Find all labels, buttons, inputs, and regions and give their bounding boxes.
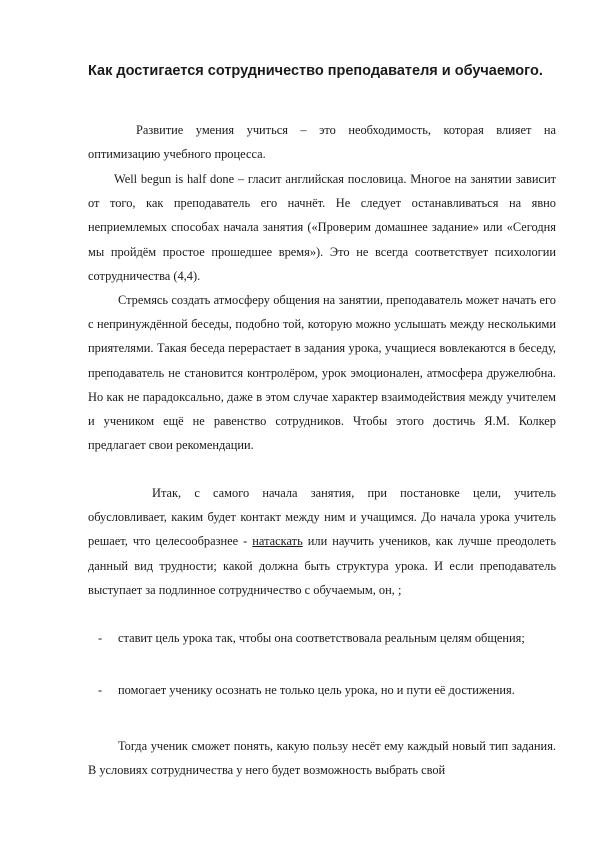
paragraph-goal-setting [88,481,556,602]
paragraph-proverb: Well begun is half done – гласит английская пословица. Многое на занятии зависит от того, как преподаватель его начнёт. Не следует останавливаться на явно неприемлемых способах начала занятия («Проверим домашнее задание» или «Сегодня мы пройдём простое прошедшее время»). Это не всегда соответствует психологии сотрудничества (4,4). [88,172,556,283]
paragraph-intro: Развитие умения учиться – это необходимость, которая влияет на оптимизацию учебного процесса. [88,123,556,162]
paragraph-closing: Тогда ученик сможет понять, какую пользу несёт ему каждый новый тип задания. В условиях сотрудничества у него будет возможность выбрать свой [88,739,556,778]
underlined-word: натаскать [252,534,303,549]
paragraph-text-before: Итак, с самого начала занятия, при постановке цели, учитель обусловливает, каким будет контакт между ним и учащимся. До начала урока учитель решает, что целесообразнее - [88,486,556,549]
page-title: Как достигается сотрудничество преподавателя и обучаемого. [88,63,543,79]
bullet-marker: - [98,683,103,697]
list-item-text: ставит цель урока так, чтобы она соответствовала реальным целям общения; [118,631,525,645]
paragraph-text-after: или научить учеников, как лучше преодолеть данный вид трудности; какой должна быть структура урока. И если преподаватель выступает за подлинное сотрудничество с обучаемым, он, ; [88,534,556,597]
bullet-marker: - [98,631,103,645]
list-item-text: помогает ученику осознать не только цель урока, но и пути её достижения. [118,683,515,697]
paragraph-atmosphere: Стремясь создать атмосферу общения на занятии, преподаватель может начать его с непринуждённой беседы, подобно той, которую можно услышать между несколькими приятелями. Такая беседа перерастает в задания урока, учащиеся вовлекаются в беседу, преподаватель не становится контролёром, урок эмоционален, атмосфера дружелюбна. Но как не парадоксально, даже в этом случае характер взаимодействия между учителем и учеником ещё не равенство сотрудников. Чтобы этого достичь Я.М. Колкер предлагает свои рекомендации. [88,293,556,453]
